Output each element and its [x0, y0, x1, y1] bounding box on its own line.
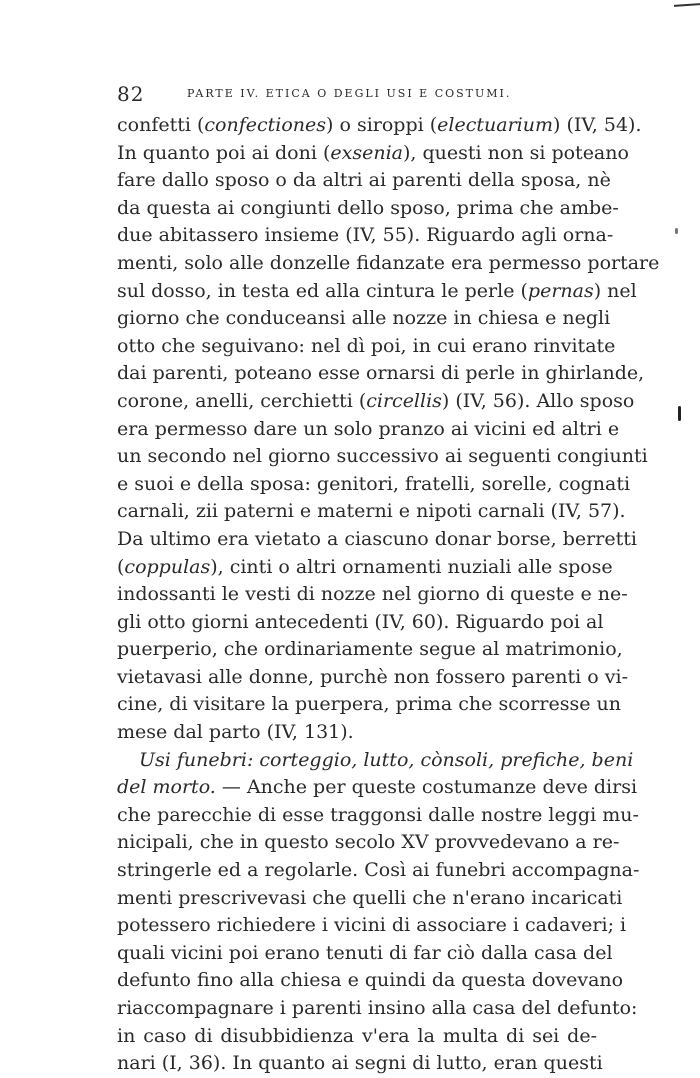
- text-line: [117, 526, 637, 554]
- text-run: ) (IV, 54).: [553, 114, 642, 136]
- text-line: [117, 471, 631, 499]
- text-line: [117, 664, 628, 692]
- text-line: [117, 1023, 597, 1051]
- text-run: giorno che conduceansi alle nozze in chiesa e negli: [117, 307, 611, 330]
- text-line: [117, 581, 628, 609]
- text-run: Da ultimo era vietato a ciascuno donar borse, berretti: [117, 527, 637, 550]
- text-run: ), cinti o altri ornamenti nuziali alle spose: [210, 555, 613, 578]
- text-line: [117, 498, 626, 526]
- running-title: PARTE IV. ETICA O DEGLI USI E COSTUMI.: [187, 87, 512, 100]
- text-line: [117, 250, 660, 278]
- text-run: In quanto poi ai doni (: [117, 141, 331, 164]
- text-line: [117, 940, 613, 968]
- text-line: [117, 885, 623, 913]
- text-run: cine, di visitare la puerpera, prima che scorresse un: [117, 693, 621, 716]
- body-text: [117, 112, 660, 1078]
- text-line: [117, 967, 624, 995]
- text-run: che parecchie di esse traggonsi dalle nostre leggi mu-: [117, 803, 639, 826]
- text-line: [117, 443, 648, 471]
- text-line: [117, 360, 645, 388]
- text-run: — Anche per queste costumanze deve dirsi: [215, 776, 638, 799]
- text-line: [117, 222, 614, 250]
- italic-text: del morto.: [117, 776, 216, 799]
- text-line: [117, 912, 627, 940]
- text-run: gli otto giorni antecedenti (IV, 60). Riguardo poi al: [117, 610, 604, 633]
- text-run: indossanti le vesti di nozze nel giorno di queste e ne-: [117, 583, 628, 606]
- italic-text: pernas: [527, 279, 594, 302]
- text-line: [117, 995, 638, 1023]
- text-run: due abitassero insieme (IV, 55). Riguardo agli orna-: [117, 224, 614, 247]
- italic-text: Usi funebri: corteggio, lutto, cònsoli, prefiche, beni: [139, 748, 634, 771]
- text-run: nicipali, che in questo secolo XV provvedevano a re-: [117, 831, 620, 854]
- text-run: ) nel: [593, 279, 637, 302]
- text-line: [117, 802, 639, 830]
- text-run: sul dosso, in testa ed alla cintura le perle (: [117, 279, 528, 302]
- text-line: [117, 691, 621, 719]
- running-head: [117, 82, 597, 106]
- text-line: [117, 609, 604, 637]
- text-run: stringerle ed a regolarle. Così ai funebri accompagna-: [117, 859, 640, 882]
- text-run: nari (I, 36). In quanto ai segni di lutto, eran questi: [117, 1052, 603, 1075]
- italic-text: confectiones: [204, 114, 327, 136]
- text-line: [117, 774, 638, 802]
- text-line: [117, 416, 620, 444]
- text-line: [117, 747, 634, 775]
- text-line: [117, 829, 620, 857]
- text-run: (: [117, 555, 125, 578]
- text-run: riaccompagnare i parenti insino alla casa del defunto:: [117, 997, 638, 1019]
- text-run: era permesso dare un solo pranzo ai vicini ed altri e: [117, 417, 620, 440]
- text-run: ) (IV, 56). Allo sposo: [441, 389, 635, 412]
- text-run: otto che seguivano: nel dì poi, in cui erano rinvitate: [117, 334, 616, 357]
- text-line: [117, 636, 623, 664]
- text-run: ), questi non si poteano: [403, 141, 629, 164]
- scan-mark: [674, 3, 700, 7]
- text-run: un secondo nel giorno successivo ai seguenti congiunti: [117, 445, 648, 468]
- text-run: carnali, zii paterni e materni e nipoti carnali (IV, 57).: [117, 500, 626, 523]
- text-run: fare dallo sposo o da altri ai parenti della sposa, nè: [117, 169, 611, 192]
- text-run: defunto fino alla chiesa e quindi da questa dovevano: [117, 969, 624, 992]
- text-run: menti, solo alle donzelle fidanzate era permesso portare: [117, 251, 660, 274]
- italic-text: circellis: [366, 389, 442, 412]
- text-run: corone, anelli, cerchietti (: [117, 389, 367, 412]
- page-number: 82: [117, 82, 145, 106]
- text-line: [117, 719, 597, 747]
- text-line: [117, 1050, 603, 1078]
- scan-speck: [678, 406, 681, 421]
- italic-text: electuarium: [437, 114, 553, 136]
- text-run: potessero richiedere i vicini di associare i cadaveri; i: [117, 914, 627, 937]
- text-line: [117, 388, 635, 416]
- text-line: [117, 167, 611, 195]
- text-run: dai parenti, poteano esse ornarsi di perle in ghirlande,: [117, 362, 645, 385]
- text-run: ) o siroppi (: [326, 114, 438, 136]
- text-run: quali vicini poi erano tenuti di far ciò dalla casa del: [117, 941, 613, 964]
- text-run: da questa ai congiunti dello sposo, prima che ambe-: [117, 196, 619, 219]
- text-run: confetti (: [117, 114, 205, 136]
- text-line: [117, 140, 629, 168]
- text-line: [117, 857, 640, 885]
- text-run: in caso di disubbidienza v'era la multa di sei de-: [117, 1024, 597, 1047]
- text-line: [117, 333, 616, 361]
- text-line: [117, 305, 611, 333]
- text-line: [117, 554, 613, 582]
- scan-speck: [675, 228, 678, 234]
- text-run: menti prescrivevasi che quelli che n'erano incaricati: [117, 886, 623, 909]
- italic-text: coppulas: [124, 555, 211, 578]
- text-line: [117, 112, 642, 140]
- text-line: [117, 195, 619, 223]
- text-run: mese dal parto (IV, 131).: [117, 721, 354, 744]
- text-line: [117, 278, 637, 306]
- italic-text: exsenia: [330, 141, 403, 164]
- text-run: puerperio, che ordinariamente segue al matrimonio,: [117, 638, 623, 661]
- text-run: e suoi e della sposa: genitori, fratelli, sorelle, cognati: [117, 472, 631, 495]
- text-run: vietavasi alle donne, purchè non fossero parenti o vi-: [117, 665, 628, 688]
